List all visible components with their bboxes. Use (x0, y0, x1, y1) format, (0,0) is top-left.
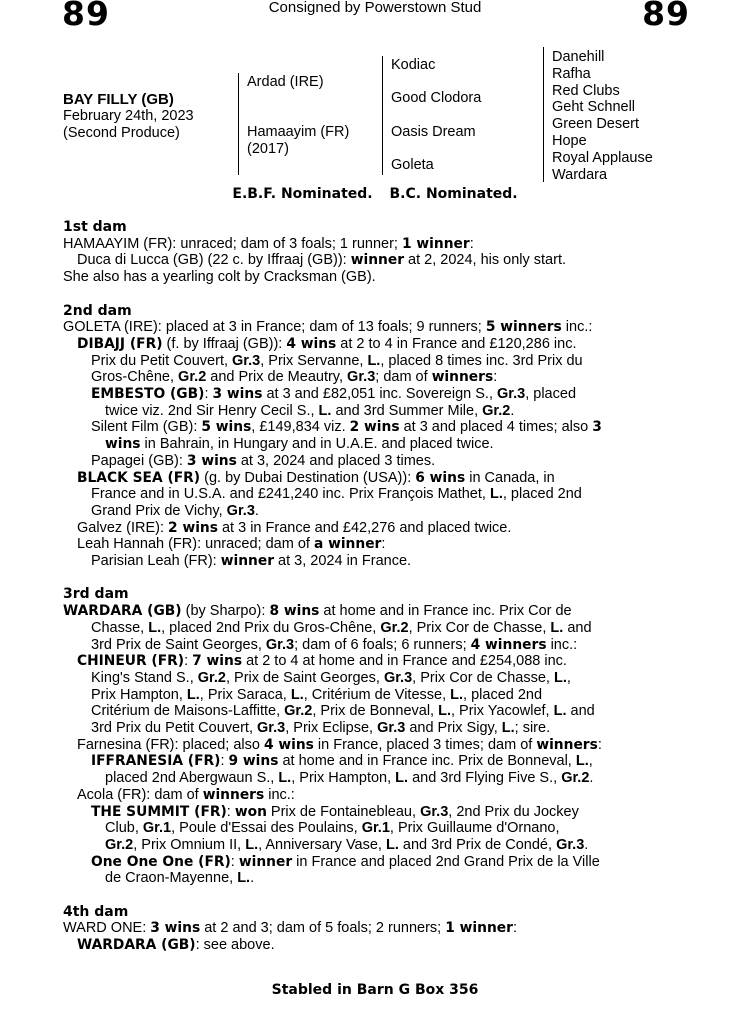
line-text: in Canada, in (465, 469, 555, 486)
section-gap (63, 570, 743, 587)
catalogue-line (63, 470, 743, 487)
line-text: : (226, 803, 235, 820)
horse-info (63, 91, 194, 142)
catalogue-line (63, 503, 743, 520)
emphasis-text: 5 wins (201, 419, 252, 436)
pedigree-line-1 (238, 73, 239, 175)
line-text: Gros-Chêne, (91, 369, 179, 386)
emphasis-text: L. (186, 686, 200, 703)
gen3-royal-applause: Royal Applause (552, 149, 653, 166)
consignor: Consigned by Powerstown Stud (268, 0, 482, 16)
emphasis-text: L. (575, 753, 589, 770)
line-text: 1st dam (63, 219, 127, 235)
catalogue-line (63, 870, 743, 887)
line-text: : (220, 753, 229, 770)
gen3-geht-schnell: Geht Schnell (552, 99, 636, 116)
emphasis-text: L. (148, 619, 162, 636)
line-text: HAMAAYIM (FR): unraced; dam of 3 foals; 1 runner; (63, 235, 402, 252)
catalogue-line (63, 536, 743, 553)
stabling-info: Stabled in Barn G Box 356 (271, 982, 479, 998)
catalogue-line (63, 520, 743, 537)
line-text: Acola (FR): dam of (77, 786, 203, 803)
emphasis-text: L. (367, 352, 381, 369)
catalogue-line (63, 804, 743, 821)
emphasis-text: Gr.2 (561, 770, 590, 787)
emphasis-text: Gr.3 (377, 720, 406, 737)
line-text: , Critérium de Vitesse, (303, 686, 451, 703)
line-text: at home and in France inc. Prix Cor de (319, 603, 572, 620)
emphasis-text: a winner (313, 536, 382, 553)
catalogue-line (63, 486, 743, 503)
line-text: : (597, 736, 602, 753)
emphasis-text: 7 wins (192, 653, 243, 670)
gen3-green-desert: Green Desert (552, 116, 640, 133)
pedigree-sire: Ardad (IRE) (247, 74, 324, 90)
emphasis-text: Gr.1 (361, 820, 390, 837)
line-text: ; sire. (514, 720, 551, 737)
line-text: Papagei (GB): (91, 452, 187, 469)
line-text: Parisian Leah (FR): (91, 553, 221, 570)
line-text: and Prix Sigy, (405, 720, 502, 737)
emphasis-text: 2 wins (349, 419, 400, 436)
emphasis-text: 4 winners (470, 636, 547, 653)
line-text: inc.: (546, 636, 578, 653)
pedigree-dam-dam: Goleta (391, 157, 434, 173)
emphasis-text: 5 winners (485, 319, 562, 336)
line-text: and 3rd Flying Five S., (408, 770, 562, 787)
line-text: . (254, 502, 259, 519)
pedigree-line-3 (543, 47, 544, 182)
line-text: Farnesina (FR): placed; also (77, 736, 264, 753)
emphasis-text: L. (245, 836, 259, 853)
line-text: , placed (525, 386, 577, 403)
emphasis-text: Gr.3 (420, 803, 449, 820)
line-text: 3rd dam (63, 586, 129, 603)
catalogue-line (63, 653, 743, 670)
emphasis-text: 6 wins (415, 469, 466, 486)
line-text: twice viz. 2nd Sir Henry Cecil S., (105, 402, 319, 419)
catalogue-line (63, 753, 743, 770)
gen3-rafha: Rafha (552, 65, 591, 82)
line-text: de Craon-Mayenne, (105, 870, 238, 887)
emphasis-text: Gr.2 (380, 619, 409, 636)
line-text: , Prix Guillaume d'Ornano, (389, 820, 560, 837)
emphasis-text: L. (385, 836, 399, 853)
line-text: Prix Hampton, (91, 686, 187, 703)
pedigree-sire-dam: Good Clodora (391, 90, 482, 106)
emphasis-text: EMBESTO (GB) (91, 386, 205, 403)
line-text: WARD ONE: (63, 920, 151, 937)
emphasis-text: winners (536, 736, 598, 753)
line-text: at home and in France inc. Prix de Bonneval, (278, 753, 576, 770)
emphasis-text: L. (553, 703, 567, 720)
emphasis-text: Gr.2 (284, 703, 313, 720)
emphasis-text: IFFRANESIA (FR) (91, 753, 221, 770)
line-text: 4th dam (63, 903, 129, 920)
catalogue-line (63, 353, 743, 370)
gen3-red-clubs: Red Clubs (552, 82, 620, 99)
emphasis-text: L. (553, 669, 567, 686)
line-text: , Prix Yacowlef, (451, 703, 554, 720)
emphasis-text: Gr.2 (105, 836, 134, 853)
line-text: , Poule d'Essai des Poulains, (171, 820, 362, 837)
pedigree-dam-year: (2017) (247, 141, 289, 157)
line-text: She also has a yearling colt by Cracksman (GB). (63, 269, 376, 286)
catalogue-body (63, 219, 743, 954)
emphasis-text: One One One (FR) (91, 853, 231, 870)
line-text: in France and placed 2nd Grand Prix de la Ville (292, 853, 600, 870)
emphasis-text: WARDARA (GB) (63, 603, 182, 620)
emphasis-text: Gr.3 (556, 836, 585, 853)
lot-number-left: 89 (62, 0, 110, 33)
emphasis-text: L. (501, 720, 515, 737)
line-text: inc.: (264, 786, 295, 803)
pedigree-dam (247, 124, 349, 158)
emphasis-text: L. (450, 686, 464, 703)
emphasis-text: wins (105, 436, 141, 453)
line-text: and Prix de Meautry, (206, 369, 348, 386)
line-text: Galvez (IRE): (77, 519, 169, 536)
catalogue-line (63, 436, 743, 453)
line-text: at 3 and placed 4 times; also (399, 419, 593, 436)
emphasis-text: Gr.3 (497, 386, 526, 403)
line-text: at 2 and 3; dam of 5 foals; 2 runners; (200, 920, 446, 937)
line-text: , Prix Cor de Chasse, (412, 669, 554, 686)
catalogue-line (63, 787, 743, 804)
line-text: , Prix Cor de Chasse, (408, 619, 551, 636)
line-text: Prix de Fontainebleau, (266, 803, 421, 820)
line-text: at 3 and £82,051 inc. Sovereign S., (262, 386, 497, 403)
line-text: , (566, 669, 571, 686)
catalogue-line (63, 737, 743, 754)
emphasis-text: winners (431, 369, 494, 386)
line-text: : (381, 536, 386, 553)
line-text: at 3, 2024 in France. (274, 553, 412, 570)
line-text: , Prix de Bonneval, (312, 703, 439, 720)
emphasis-text: Gr.2 (482, 402, 511, 419)
nominations (0, 186, 750, 203)
line-text: at 2 to 4 at home and in France and £254,088 inc. (242, 653, 567, 670)
emphasis-text: 1 winner (402, 235, 470, 252)
line-text: inc.: (561, 319, 593, 336)
emphasis-text: L. (550, 619, 564, 636)
pedigree-line-2 (382, 56, 383, 175)
line-text: , placed 8 times inc. 3rd Prix du (380, 352, 583, 369)
emphasis-text: Gr.3 (265, 636, 295, 653)
line-text: Chasse, (91, 619, 149, 636)
emphasis-text: CHINEUR (FR) (77, 653, 185, 670)
horse-foaled: February 24th, 2023 (63, 108, 194, 124)
emphasis-text: 3 wins (186, 452, 237, 469)
horse-description: BAY FILLY (GB) (63, 91, 174, 108)
line-text: King's Stand S., (91, 669, 198, 686)
line-text: in Bahrain, in Hungary and in U.A.E. and placed twice. (140, 436, 494, 453)
catalogue-line (63, 920, 743, 937)
line-text: : (204, 386, 213, 403)
pedigree-gen3 (552, 49, 653, 183)
catalogue-line (63, 820, 743, 837)
emphasis-text: 9 wins (228, 753, 279, 770)
line-text: France and in U.S.A. and £241,240 inc. Prix François Mathet, (91, 486, 490, 503)
gen3-hope: Hope (552, 132, 587, 149)
emphasis-text: 3 wins (212, 386, 263, 403)
emphasis-text: Gr.2 (197, 669, 226, 686)
line-text: and 3rd Summer Mile, (331, 402, 483, 419)
catalogue-line (63, 403, 743, 420)
catalogue-line (63, 269, 743, 286)
emphasis-text: 3 wins (150, 920, 201, 937)
line-text: , Prix Omnium II, (133, 836, 246, 853)
catalogue-line (63, 453, 743, 470)
line-text: and 3rd Prix de Condé, (398, 836, 557, 853)
catalogue-line (63, 637, 743, 654)
section-heading (63, 904, 743, 921)
catalogue-line (63, 319, 743, 336)
section-heading (63, 586, 743, 603)
catalogue-line (63, 336, 743, 353)
line-text: ; dam of (375, 369, 432, 386)
line-text: ; dam of 6 foals; 6 runners; (294, 636, 471, 653)
ebf-nomination: E.B.F. Nominated. (232, 186, 373, 202)
gen3-danehill: Danehill (552, 49, 605, 65)
emphasis-text: DIBAJJ (FR) (77, 335, 163, 352)
line-text: in France, placed 3 times; dam of (313, 736, 537, 753)
section-gap (63, 286, 743, 303)
line-text: Club, (105, 820, 143, 837)
line-text: , Prix Hampton, (291, 770, 396, 787)
emphasis-text: Gr.2 (178, 369, 207, 386)
emphasis-text: winners (202, 786, 265, 803)
emphasis-text: 4 wins (263, 736, 314, 753)
catalogue-line (63, 620, 743, 637)
line-text: Grand Prix de Vichy, (91, 502, 227, 519)
line-text: at 3, 2024 and placed 3 times. (236, 452, 436, 469)
line-text: . (584, 836, 589, 853)
emphasis-text: 3 (592, 419, 602, 436)
section-gap (63, 887, 743, 904)
emphasis-text: Gr.3 (232, 352, 261, 369)
catalogue-line (63, 386, 743, 403)
catalogue-line (63, 369, 743, 386)
catalogue-line (63, 937, 743, 954)
emphasis-text: THE SUMMIT (FR) (91, 803, 227, 820)
line-text: , placed 2nd (463, 686, 543, 703)
line-text: 2nd dam (63, 302, 132, 319)
line-text: : (512, 920, 517, 937)
emphasis-text: L. (237, 870, 251, 887)
line-text: and (566, 703, 595, 720)
emphasis-text: BLACK SEA (FR) (77, 469, 201, 486)
emphasis-text: Gr.3 (257, 720, 286, 737)
line-text: Silent Film (GB): (91, 419, 202, 436)
line-text: , Anniversary Vase, (258, 836, 386, 853)
emphasis-text: won (234, 803, 267, 820)
emphasis-text: L. (395, 770, 409, 787)
line-text: : see above. (195, 937, 275, 954)
line-text: 3rd Prix du Petit Couvert, (91, 720, 258, 737)
line-text: : (469, 235, 474, 252)
catalogue-line (63, 770, 743, 787)
line-text: , placed 2nd (502, 486, 582, 503)
line-text: (g. by Dubai Destination (USA)): (200, 469, 416, 486)
line-text: , (588, 753, 593, 770)
line-text: GOLETA (IRE): placed at 3 in France; dam of 13 foals; 9 runners; (63, 319, 486, 336)
catalogue-line (63, 419, 743, 436)
line-text: , £149,834 viz. (251, 419, 350, 436)
emphasis-text: Gr.3 (383, 669, 413, 686)
catalogue-line (63, 837, 743, 854)
line-text: (by Sharpo): (181, 603, 270, 620)
emphasis-text: Gr.3 (347, 369, 376, 386)
line-text: , placed 2nd Prix du Gros-Chêne, (161, 619, 381, 636)
emphasis-text: Gr.1 (142, 820, 172, 837)
line-text: . (589, 770, 594, 787)
line-text: at 2, 2024, his only start. (404, 252, 567, 269)
catalogue-line (63, 703, 743, 720)
catalogue-line (63, 553, 743, 570)
line-text: placed 2nd Abergwaun S., (105, 770, 279, 787)
emphasis-text: winner (238, 853, 293, 870)
line-text: . (510, 402, 515, 419)
emphasis-text: 1 winner (445, 920, 513, 937)
line-text: . (250, 870, 255, 887)
line-text: , Prix Eclipse, (285, 720, 378, 737)
line-text: , Prix de Saint Georges, (225, 669, 384, 686)
lot-number-right: 89 (642, 0, 690, 33)
emphasis-text: L. (290, 686, 304, 703)
emphasis-text: 8 wins (269, 603, 320, 620)
line-text: at 3 in France and £42,276 and placed twice. (217, 519, 512, 536)
bc-nomination: B.C. Nominated. (389, 186, 518, 202)
line-text: , Prix Servanne, (260, 352, 368, 369)
emphasis-text: L. (489, 486, 503, 503)
catalogue-line (63, 603, 743, 620)
catalogue-line (63, 720, 743, 737)
section-heading (63, 219, 743, 236)
emphasis-text: Gr.3 (226, 502, 255, 519)
line-text: and (563, 619, 592, 636)
line-text: Leah Hannah (FR): unraced; dam of (77, 536, 314, 553)
emphasis-text: L. (438, 703, 451, 720)
emphasis-text: L. (318, 402, 332, 419)
emphasis-text: 2 wins (168, 519, 218, 536)
pedigree-dam-name: Hamaayim (FR) (247, 124, 350, 140)
catalogue-line (63, 236, 743, 253)
pedigree-sire-sire: Kodiac (391, 57, 436, 73)
line-text: : (493, 369, 498, 386)
pedigree-dam-sire: Oasis Dream (391, 124, 476, 140)
line-text: : (184, 653, 193, 670)
line-text: , 2nd Prix du Jockey (448, 803, 579, 820)
horse-produce: (Second Produce) (63, 125, 180, 141)
line-text: , Prix Saraca, (199, 686, 291, 703)
catalogue-line (63, 252, 743, 269)
emphasis-text: WARDARA (GB) (77, 937, 196, 954)
line-text: 3rd Prix de Saint Georges, (91, 636, 266, 653)
section-heading (63, 303, 743, 320)
emphasis-text: winner (350, 252, 404, 269)
line-text: : (230, 853, 239, 870)
catalogue-line (63, 687, 743, 704)
gen3-wardara: Wardara (552, 166, 608, 183)
emphasis-text: 4 wins (286, 335, 337, 352)
line-text: Critérium de Maisons-Laffitte, (91, 703, 285, 720)
line-text: Prix du Petit Couvert, (91, 352, 233, 369)
catalogue-line (63, 670, 743, 687)
catalogue-line (63, 854, 743, 871)
line-text: at 2 to 4 in France and £120,286 inc. (336, 335, 577, 352)
emphasis-text: winner (220, 553, 275, 570)
emphasis-text: L. (278, 770, 292, 787)
line-text: (f. by Iffraaj (GB)): (162, 335, 287, 352)
line-text: Duca di Lucca (GB) (22 c. by Iffraaj (GB)): (77, 252, 351, 269)
